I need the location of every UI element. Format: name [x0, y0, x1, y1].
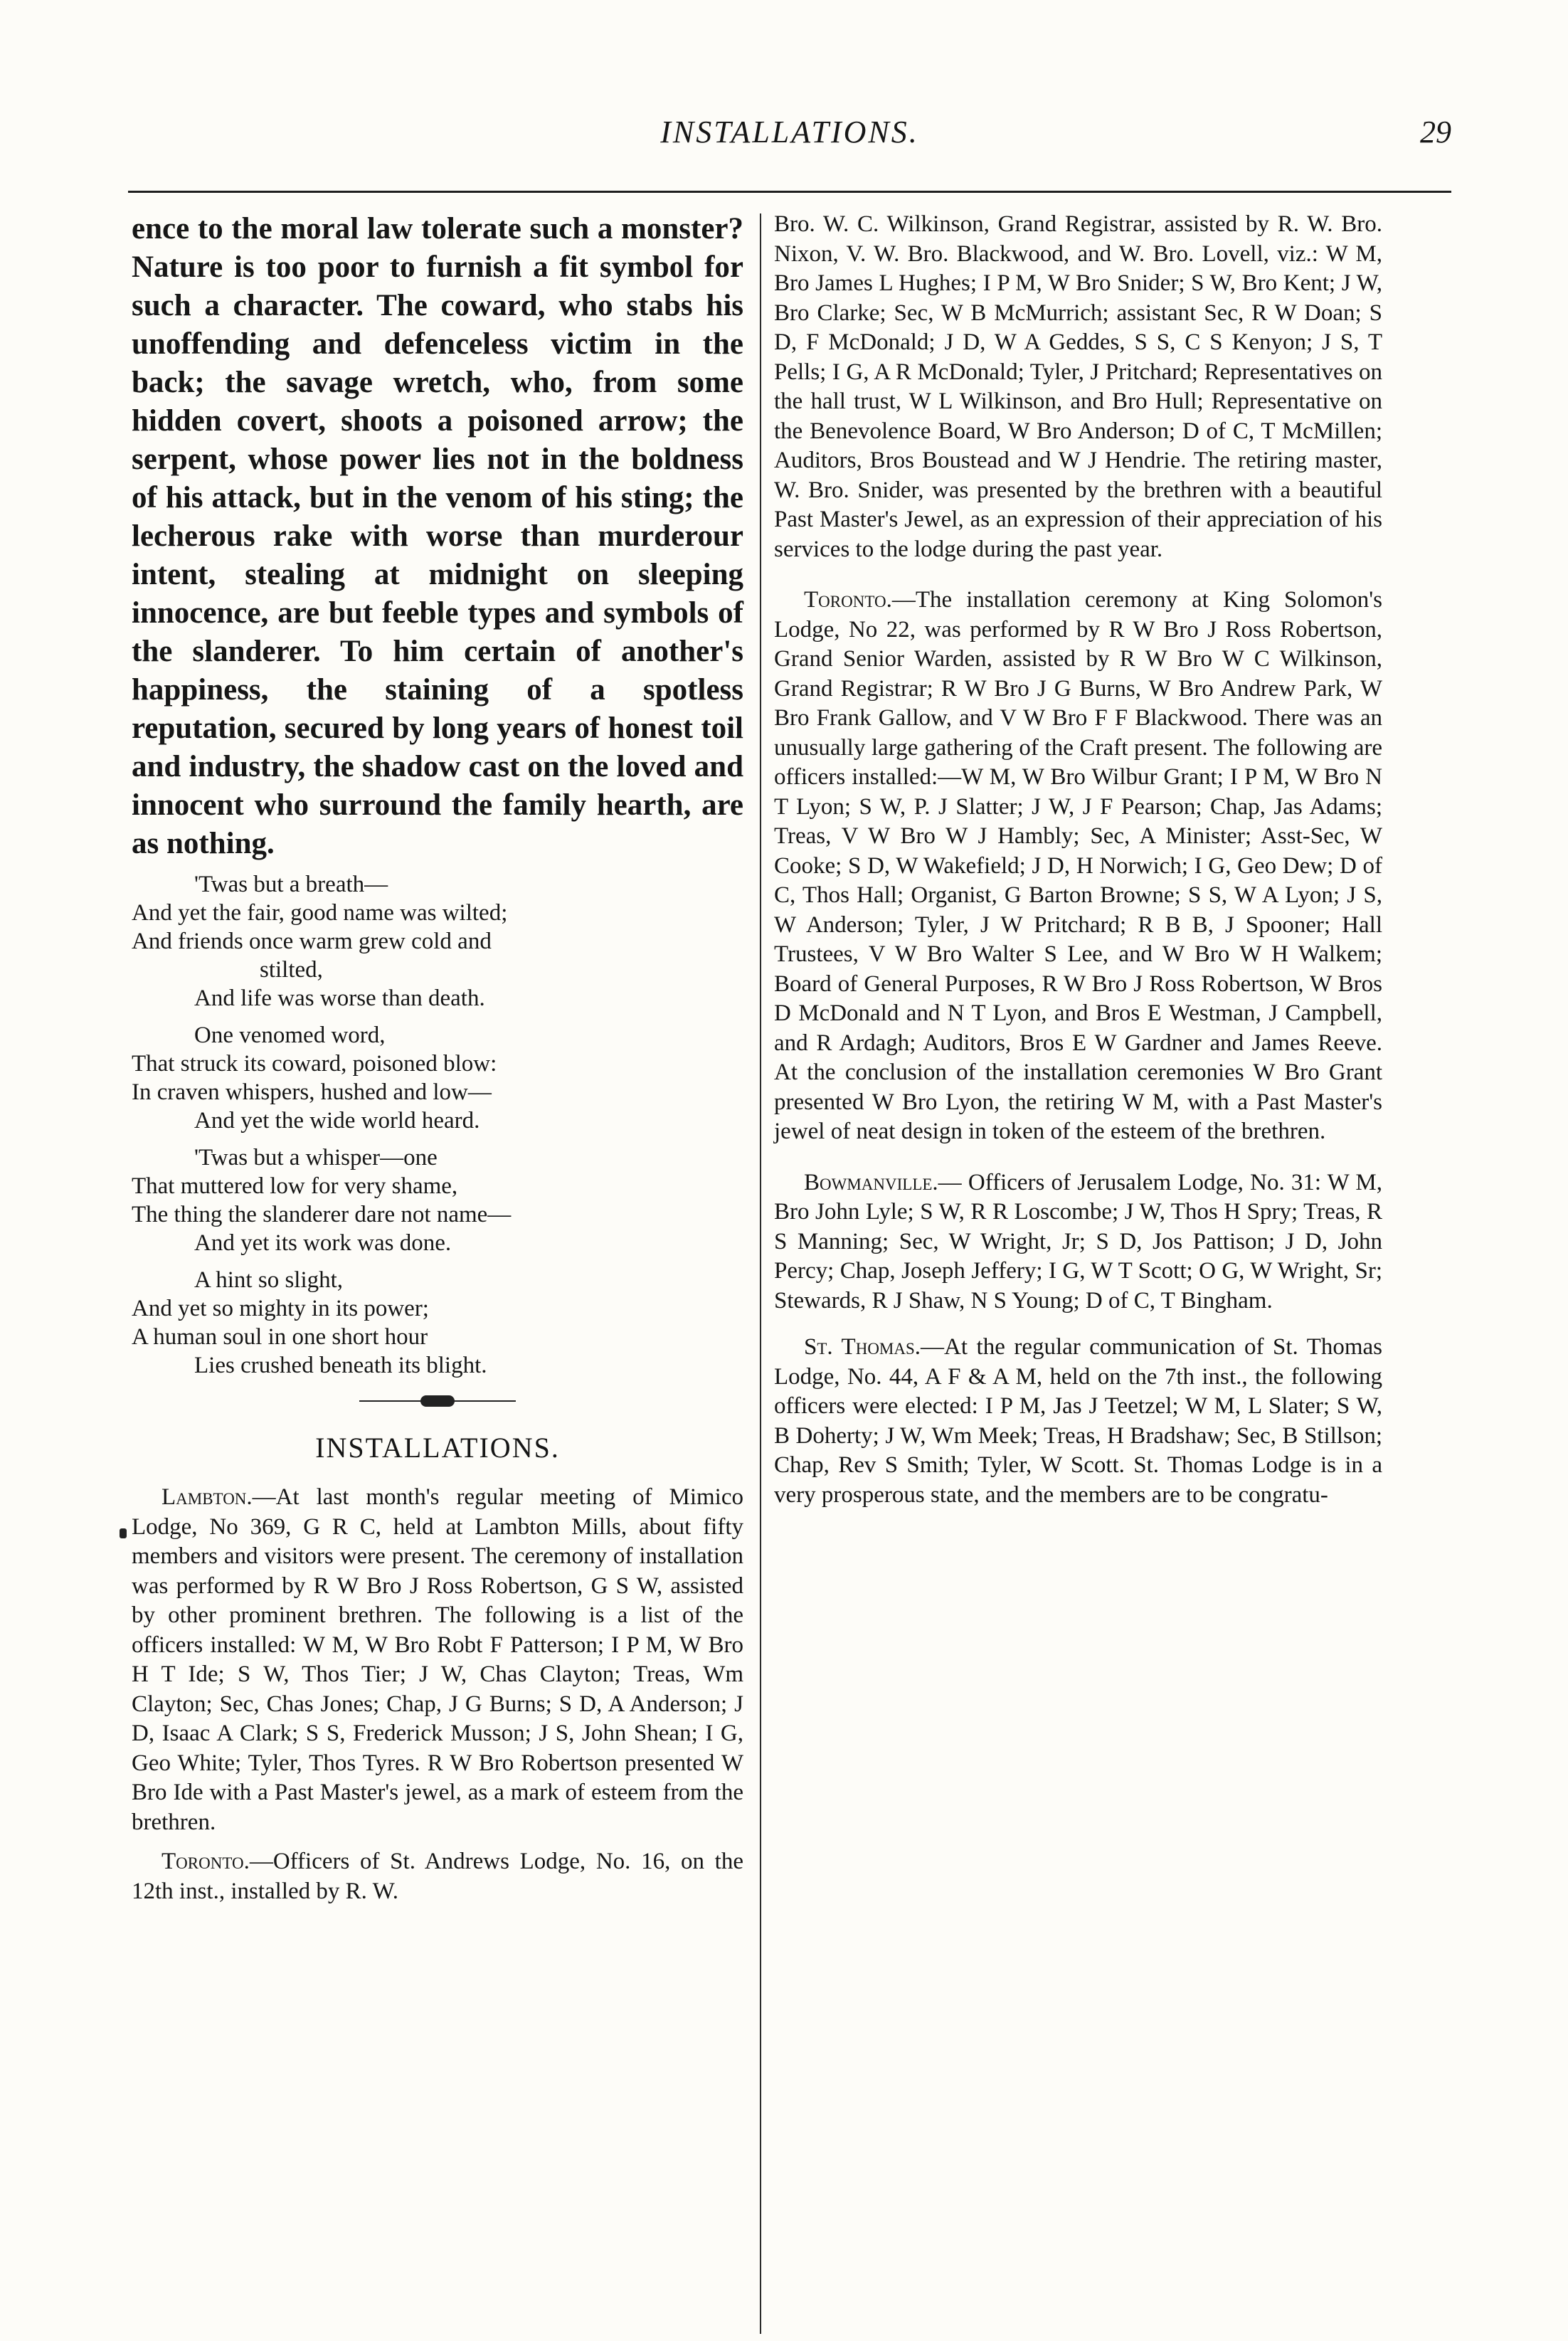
poem-line: And yet its work was done. — [194, 1230, 452, 1256]
poem-stanza-3 — [132, 1143, 743, 1257]
report-text: —At last month's regular meeting of Mimico Lodge, No 369, G R C, held at Lambton Mills, about fifty members and visitors were present. The ceremony of installation was performed by R W Bro J Ross Robertson, G S W, assisted by other prominent brethren. The following is a list of the officers installed: W M, W Bro Robt F Patterson; I P M, W Bro H T Ide; S W, Thos Tier; J W, Chas Clayton; Treas, Wm Clayton; Sec, Chas Jones; Chap, J G Burns; S D, A Anderson; J D, Isaac A Clark; S S, Frederick Musson; J S, John Shean; I G, Geo White; Tyler, Thos Tyres. R W Bro Robertson presented W Bro Ide with a Past Master's jewel, as a mark of esteem from the brethren. — [132, 1484, 743, 1835]
report-toronto-st-andrews-continued: Bro. W. C. Wilkinson, Grand Registrar, assisted by R. W. Bro. Nixon, V. W. Bro. Blackwood, and W. Bro. Lovell, viz.: W M, Bro James L Hughes; I P M, W Bro Snider; S W, Bro Kent; J W, Bro Clarke; Sec, W B McMurrich; assistant Sec, R W Doan; S D, F McDonald; J D, W A Geddes, S S, C S Kenyon; J S, T Pells; I G, A R McDonald; Tyler, J Pritchard; Representatives on the hall trust, W L Wilkinson, and Bro Hull; Representative on the Benevolence Board, W Bro Anderson; D of C, T McMillen; Auditors, Bros Boustead and W J Hendrie. The retiring master, W. Bro. Snider, was presented by the brethren with a beautiful Past Master's Jewel, as an expression of their appreciation of his services to the lodge during the past year. — [774, 211, 1382, 562]
page-number: 29 — [1420, 115, 1451, 149]
place-name: St. Thomas. — [804, 1334, 921, 1360]
place-name: Toronto. — [804, 587, 892, 613]
report-text: —Officers of St. Andrews Lodge, No. 16, on the 12th inst., installed by R. W. — [132, 1849, 743, 1904]
poem-line: And friends once warm grew cold and — [132, 929, 492, 954]
running-header — [128, 114, 1451, 164]
poem-line: stilted, — [260, 957, 323, 983]
place-name: Lambton. — [161, 1484, 253, 1510]
poem-line: One venomed word, — [194, 1022, 386, 1048]
poem-stanza-1 — [132, 870, 743, 1013]
report-text: — Officers of Jerusalem Lodge, No. 31: W M, Bro John Lyle; S W, R R Loscombe; J W, Thos H Spry; Treas, R S Manning; Sec, W Wright, Jr; S D, Jos Pattison; J D, John Percy; Chap, Joseph Jeffery; I G, W T Scott; O G, W Wright, Sr; Stewards, R J Shaw, N S Young; D of C, T Bingham. — [774, 1169, 1382, 1314]
running-title: INSTALLATIONS. — [660, 115, 919, 149]
report-text: —The installation ceremony at King Solomon's Lodge, No 22, was performed by R W Bro J Ross Robertson, Grand Senior Warden, assisted by R W Bro W C Wilkinson, Grand Registrar; R W Bro J G Burns, W Bro Andrew Park, W Bro Frank Gallow, and V W Bro F F Blackwood. There was an unusually large gathering of the Craft present. The following are officers installed:—W M, W Bro Wilbur Grant; I P M, W Bro N T Lyon; S W, P. J Slatter; J W, J F Pearson; Chap, Jas Adams; Treas, V W Bro W J Hambly; Sec, A Minister; Asst-Sec, W Cooke; S D, W Wakefield; J D, H Norwich; I G, Geo Dew; D of C, Thos Hall; Organist, G Barton Browne; S S, W A Lyon; J S, W Anderson; Tyler, J W Pritchard; R B B, J Spooner; Hall Trustees, V W Bro Walter S Lee, and W Bro W H Walkem; Board of General Purposes, R W Bro J Ross Robertson, W Bros D McDonald and N T Lyon, and Bros E Westman, J Campbell, and R Ardagh; Auditors, Bros E W Gardner and James Reeve. At the conclusion of the installation ceremonies W Bro Grant presented W Bro Lyon, the retiring W M, with a Past Master's jewel of neat design in token of the esteem of the brethren. — [774, 587, 1382, 1144]
poem-line: A human soul in one short hour — [132, 1324, 428, 1350]
place-name: Bowmanville. — [804, 1169, 938, 1195]
poem-line: The thing the slanderer dare not name— — [132, 1202, 512, 1227]
poem-line: And yet so mighty in its power; — [132, 1296, 429, 1321]
essay-closing-paragraph: ence to the moral law tolerate such a monster? Nature is too poor to furnish a fit symbol for such a character. The coward, who stabs his unoffending and defenceless victim in the back; the savage wretch, who, from some hidden covert, shoots a poisoned arrow; the serpent, whose power lies not in the boldness of his attack, but in the venom of his sting; the lecherous rake with worse than murderour intent, stealing at midnight on sleeping innocence, are but feeble types and symbols of the slanderer. To him certain of another's happiness, the staining of a spotless reputation, secured by long years of honest toil and industry, the shadow cast on the loved and innocent who surround the family hearth, are as nothing. — [132, 212, 743, 860]
poem-line: 'Twas but a whisper—one — [194, 1145, 438, 1170]
poem-line: And yet the fair, good name was wilted; — [132, 900, 508, 926]
poem-line: A hint so slight, — [194, 1267, 344, 1293]
poem-stanza-2 — [132, 1021, 743, 1135]
poem — [132, 870, 743, 1380]
section-heading: INSTALLATIONS. — [315, 1432, 560, 1464]
poem-line: And life was worse than death. — [194, 985, 485, 1011]
report-lambton — [132, 1483, 743, 1837]
poem-line: In craven whispers, hushed and low— — [132, 1079, 492, 1105]
poem-stanza-4 — [132, 1266, 743, 1380]
poem-line: 'Twas but a breath— — [194, 872, 388, 897]
report-st-thomas — [774, 1333, 1382, 1510]
poem-line: That struck its coward, poisoned blow: — [132, 1051, 497, 1077]
poem-line: Lies crushed beneath its blight. — [194, 1353, 487, 1378]
header-rule — [128, 191, 1451, 193]
column-divider — [760, 213, 761, 2334]
margin-mark — [120, 1528, 127, 1538]
report-bowmanville — [774, 1168, 1382, 1316]
report-text: —At the regular communication of St. Thomas Lodge, No. 44, A F & A M, held on the 7th inst., the following officers were elected: I P M, Jas J Teetzel; W M, L Slater; S W, B Doherty; J W, Wm Meek; Treas, H Bradshaw; Sec, B Stillson; Chap, Rev S Smith; Tyler, W Scott. St. Thomas Lodge is in a very prosperous state, and the members are to be congratu- — [774, 1334, 1382, 1508]
report-toronto-king-solomon — [774, 586, 1382, 1147]
poem-line: And yet the wide world heard. — [194, 1108, 480, 1133]
place-name: Toronto. — [161, 1849, 250, 1874]
report-toronto-st-andrews — [132, 1847, 743, 1906]
poem-line: That muttered low for very shame, — [132, 1173, 458, 1199]
section-divider-ornament — [359, 1393, 516, 1410]
left-column — [132, 210, 743, 1906]
right-column — [774, 210, 1382, 1510]
